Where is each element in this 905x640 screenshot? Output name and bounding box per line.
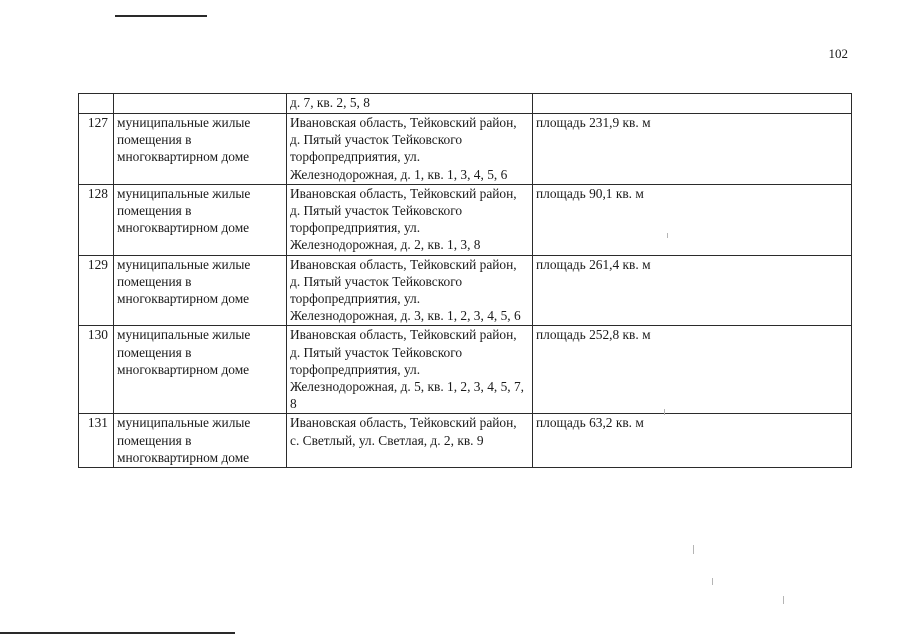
property-registry-table — [78, 93, 852, 468]
object-name-cell: муниципальные жилые помещения в многоквартирном доме — [114, 326, 287, 414]
row-number-cell: 127 — [79, 114, 114, 185]
address-cell: Ивановская область, Тейковский район, д. Пятый участок Тейковского торфопредприятия, ул. Железнодорожная, д. 2, кв. 1, 3, 8 — [287, 184, 533, 255]
area-cell: площадь 231,9 кв. м — [533, 114, 852, 185]
object-name-cell — [114, 94, 287, 114]
area-cell: площадь 261,4 кв. м — [533, 255, 852, 326]
address-cell: Ивановская область, Тейковский район, д. Пятый участок Тейковского торфопредприятия, ул. Железнодорожная, д. 5, кв. 1, 2, 3, 4, 5, 7, 8 — [287, 326, 533, 414]
object-name-cell: муниципальные жилые помещения в многоквартирном доме — [114, 114, 287, 185]
address-cell: д. 7, кв. 2, 5, 8 — [287, 94, 533, 114]
row-number-cell: 128 — [79, 184, 114, 255]
address-cell: Ивановская область, Тейковский район, д. Пятый участок Тейковского торфопредприятия, ул. Железнодорожная, д. 3, кв. 1, 2, 3, 4, 5, 6 — [287, 255, 533, 326]
table-row — [79, 414, 852, 468]
area-cell: площадь 252,8 кв. м — [533, 326, 852, 414]
page-number: 102 — [828, 46, 848, 61]
table-row-continuation — [79, 94, 852, 114]
table-body — [79, 94, 852, 468]
area-cell — [533, 94, 852, 114]
table-row — [79, 184, 852, 255]
object-name-cell: муниципальные жилые помещения в многоквартирном доме — [114, 414, 287, 468]
scan-speck — [667, 233, 668, 238]
table-row — [79, 255, 852, 326]
scan-artifact-line — [0, 632, 235, 634]
object-name-cell: муниципальные жилые помещения в многоквартирном доме — [114, 255, 287, 326]
row-number-cell — [79, 94, 114, 114]
table-row — [79, 326, 852, 414]
table-row — [79, 114, 852, 185]
scan-speck — [783, 596, 784, 604]
row-number-cell: 130 — [79, 326, 114, 414]
area-cell: площадь 90,1 кв. м — [533, 184, 852, 255]
area-cell: площадь 63,2 кв. м — [533, 414, 852, 468]
scan-speck — [664, 409, 665, 415]
scan-artifact-line — [115, 15, 207, 17]
row-number-cell: 131 — [79, 414, 114, 468]
scan-speck — [712, 578, 713, 585]
address-cell: Ивановская область, Тейковский район, д. Пятый участок Тейковского торфопредприятия, ул. Железнодорожная, д. 1, кв. 1, 3, 4, 5, 6 — [287, 114, 533, 185]
row-number-cell: 129 — [79, 255, 114, 326]
address-cell: Ивановская область, Тейковский район, с. Светлый, ул. Светлая, д. 2, кв. 9 — [287, 414, 533, 468]
object-name-cell: муниципальные жилые помещения в многоквартирном доме — [114, 184, 287, 255]
scan-speck — [693, 545, 694, 554]
